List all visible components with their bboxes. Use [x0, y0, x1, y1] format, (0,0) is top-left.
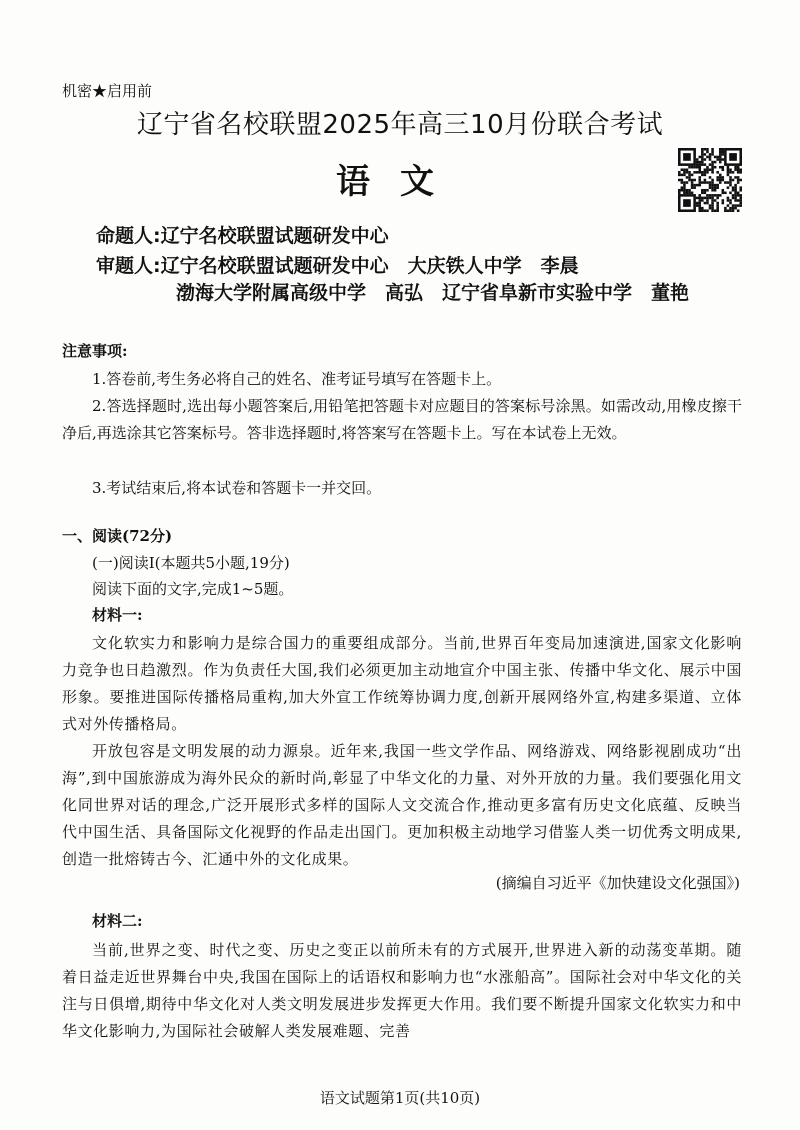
reading-instruction: 阅读下面的文字,完成1~5题。 — [92, 580, 294, 598]
material-1-paragraph-2: 开放包容是文明发展的动力源泉。近年来,我国一些文学作品、网络游戏、网络影视剧成功“出海”,到中国旅游成为海外民众的新时尚,彰显了中华文化的力量、对外开放的力量。我们要强化用文化同世界对话的理念,广泛开展形式多样的国际人文交流合作,推动更多富有历史文化底蕴、反映当代中国生活、具备国际文化视野的作品走出国门。更加积极主动地学习借鉴人类一切优秀文明成果,创造一批熔铸古今、汇通中外的文化成果。 — [62, 742, 742, 868]
exam-title: 辽宁省名校联盟2025年高三10月份联合考试 — [136, 110, 664, 140]
reviewer-line-1: 审题人:辽宁名校联盟试题研发中心 大庆铁人中学 李晨 — [96, 255, 579, 277]
reviewer-line-2: 渤海大学附属高级中学 高弘 辽宁省阜新市实验中学 董艳 — [176, 282, 690, 304]
setter-line-1: 命题人:辽宁名校联盟试题研发中心 — [96, 225, 389, 247]
subsection-heading: (一)阅读Ⅰ(本题共5小题,19分) — [92, 554, 290, 572]
material-1-label: 材料一: — [92, 606, 143, 624]
material-1-source: (摘编自习近平《加快建设文化强国》) — [495, 874, 740, 892]
notice-item-3: 3.考试结束后,将本试卷和答题卡一并交回。 — [92, 479, 382, 497]
section-heading: 一、阅读(72分) — [62, 527, 173, 545]
notice-heading: 注意事项: — [62, 342, 128, 360]
notice-item-1: 1.答卷前,考生务必将自己的姓名、准考证号填写在答题卡上。 — [92, 370, 502, 388]
notice-item-2: 2.答选择题时,选出每小题答案后,用铅笔把答题卡对应题目的答案标号涂黑。如需改动,用橡皮擦干净后,再选涂其它答案标号。答非选择题时,将答案写在答题卡上。写在本试卷上无效。 — [62, 397, 742, 442]
material-1-paragraph-1: 文化软实力和影响力是综合国力的重要组成部分。当前,世界百年变局加速演进,国家文化影响力竞争也日趋激烈。作为负责任大国,我们必须更加主动地宣介中国主张、传播中华文化、展示中国形象。要推进国际传播格局重构,加大外宣工作统筹协调力度,创新开展网络外宣,构建多渠道、立体式对外传播格局。 — [62, 634, 742, 733]
qr-code-icon — [678, 148, 742, 212]
confidential-label: 机密★启用前 — [62, 82, 153, 100]
page-footer: 语文试题第1页(共10页) — [319, 1089, 481, 1107]
subject-title: 语文 — [336, 162, 464, 202]
material-2-paragraph-1: 当前,世界之变、时代之变、历史之变正以前所未有的方式展开,世界进入新的动荡变革期。随着日益走近世界舞台中央,我国在国际上的话语权和影响力也“水涨船高”。国际社会对中华文化的关注与日俱增,期待中华文化对人类文明发展进步发挥更大作用。我们要不断提升国家文化软实力和中华文化影响力,为国际社会破解人类发展难题、完善 — [62, 941, 742, 1040]
material-2-label: 材料二: — [92, 912, 143, 930]
